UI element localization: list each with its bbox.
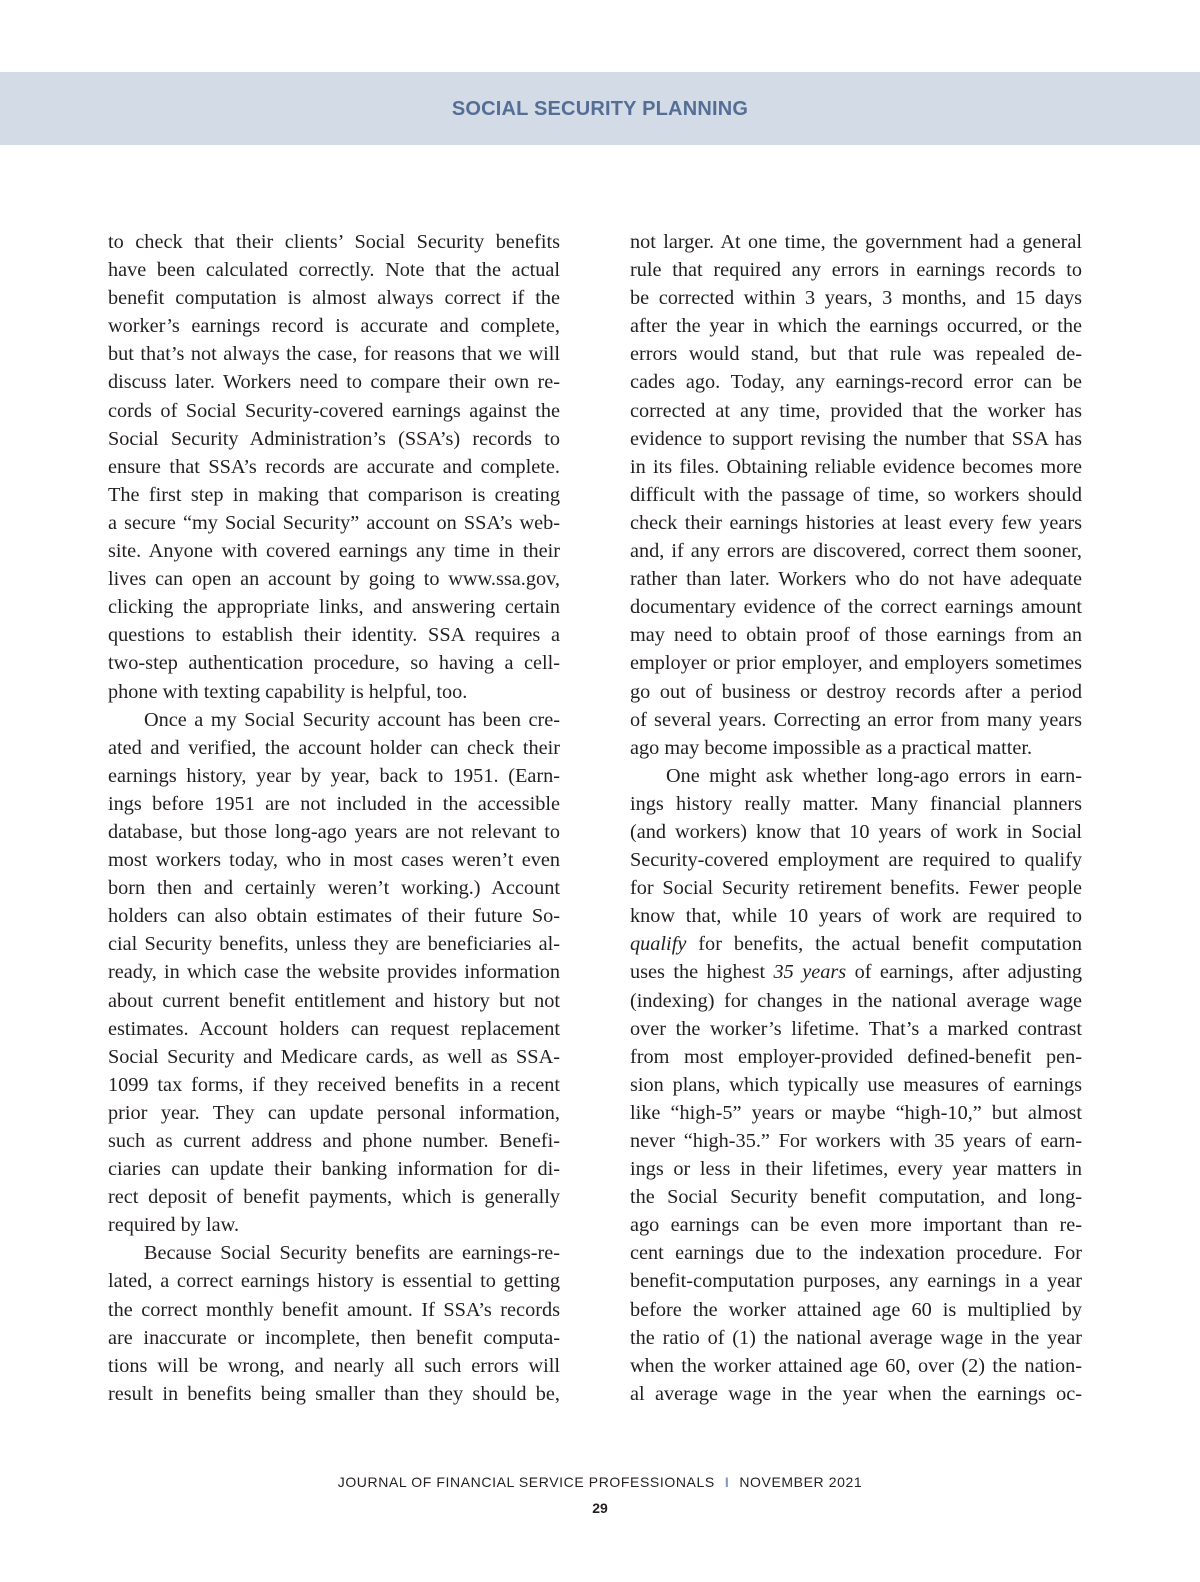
text-line: such as current address and phone number. Benefi-: [108, 1130, 560, 1152]
article-column-right: [630, 228, 1082, 1408]
text-line: the Social Security benefit computation, and long-: [630, 1186, 1082, 1209]
text-line: cent earnings due to the indexation procedure. For: [630, 1242, 1082, 1265]
text-line: Social Security Administration’s (SSA’s) records to: [108, 427, 560, 450]
text-line: questions to establish their identity. SSA requires a: [108, 624, 560, 647]
text-line: Security-covered employment are required to qualify: [630, 849, 1082, 872]
text-line: over the worker’s lifetime. That’s a marked contrast: [630, 1017, 1082, 1040]
text-line: to check that their clients’ Social Security benefits: [108, 231, 560, 253]
text-line: may need to obtain proof of those earnings from an: [630, 624, 1082, 647]
text-line: corrected at any time, provided that the worker has: [630, 399, 1082, 422]
text-line: database, but those long-ago years are not relevant to: [108, 820, 560, 843]
text-line: are inaccurate or incomplete, then benefit computa-: [108, 1326, 560, 1349]
text-line: after the year in which the earnings occurred, or the: [630, 315, 1082, 338]
running-footer: [0, 1474, 1200, 1490]
text-line: not larger. At one time, the government had a general: [630, 231, 1082, 253]
text-line: the ratio of (1) the national average wage in the year: [630, 1326, 1082, 1349]
header-band: [0, 72, 1200, 145]
text-line: documentary evidence of the correct earnings amount: [630, 596, 1082, 619]
text-line: discuss later. Workers need to compare their own re-: [108, 371, 560, 394]
text-line: sion plans, which typically use measures of earnings: [630, 1073, 1082, 1096]
italic-text: qualify: [630, 933, 687, 956]
text-line: ings before 1951 are not included in the accessible: [108, 792, 560, 815]
text-line: lives can open an account by going to www.ssa.gov,: [108, 568, 560, 591]
text-line: ated and verified, the account holder can check their: [108, 736, 560, 759]
text-line: earnings history, year by year, back to 1951. (Earn-: [108, 764, 560, 787]
text-line: Because Social Security benefits are earnings-re-: [144, 1242, 560, 1265]
text-line: al average wage in the year when the earnings oc-: [630, 1382, 1082, 1405]
text-line: cades ago. Today, any earnings-record error can be: [630, 371, 1082, 394]
text-segment: for benefits, the actual benefit computation: [686, 933, 1082, 956]
text-line: [630, 958, 1082, 986]
journal-name: JOURNAL OF FINANCIAL SERVICE PROFESSIONALS: [337, 1474, 715, 1490]
text-line: rule that required any errors in earnings records to: [630, 259, 1082, 282]
text-line: of several years. Correcting an error from many years: [630, 708, 1082, 731]
text-line: employer or prior employer, and employers sometimes: [630, 652, 1082, 675]
text-line: be corrected within 3 years, 3 months, and 15 days: [630, 287, 1082, 310]
text-line: benefit computation is almost always correct if the: [108, 287, 560, 310]
text-line: from most employer-provided defined-benefit pen-: [630, 1045, 1082, 1068]
text-line: cial Security benefits, unless they are beneficiaries al-: [108, 933, 560, 956]
text-line: tions will be wrong, and nearly all such errors will: [108, 1354, 560, 1377]
text-line: ings or less in their lifetimes, every year matters in: [630, 1158, 1082, 1181]
text-line: difficult with the passage of time, so workers should: [630, 483, 1082, 506]
text-line: cords of Social Security-covered earnings against the: [108, 399, 560, 422]
text-line: have been calculated correctly. Note that the actual: [108, 259, 560, 282]
text-line: and, if any errors are discovered, correct them sooner,: [630, 540, 1082, 563]
text-line: most workers today, who in most cases weren’t even: [108, 849, 560, 872]
section-title: SOCIAL SECURITY PLANNING: [451, 98, 749, 120]
text-line: One might ask whether long-ago errors in earn-: [666, 764, 1082, 787]
text-line: before the worker attained age 60 is multiplied by: [630, 1298, 1082, 1321]
text-line: for Social Security retirement benefits. Fewer people: [630, 877, 1082, 900]
text-line: (and workers) know that 10 years of work in Social: [630, 820, 1082, 843]
text-line: phone with texting capability is helpful, too.: [108, 680, 468, 703]
text-line: estimates. Account holders can request replacement: [108, 1017, 560, 1040]
text-line: the correct monthly benefit amount. If SSA’s records: [108, 1298, 560, 1321]
text-line: lated, a correct earnings history is essential to getting: [108, 1270, 560, 1293]
text-line: ago earnings can be even more important than re-: [630, 1214, 1082, 1237]
text-line: born then and certainly weren’t working.) Account: [108, 877, 560, 900]
text-line: when the worker attained age 60, over (2) the nation-: [630, 1354, 1082, 1377]
text-line: prior year. They can update personal information,: [108, 1101, 560, 1124]
text-line: in its files. Obtaining reliable evidence becomes more: [630, 455, 1082, 478]
text-line: worker’s earnings record is accurate and complete,: [108, 315, 560, 338]
text-line: required by law.: [108, 1214, 240, 1237]
text-line: [630, 930, 1082, 958]
text-line: holders can also obtain estimates of their future So-: [108, 905, 560, 928]
text-line: never “high-35.” For workers with 35 years of earn-: [630, 1130, 1082, 1152]
italic-text: 35 years: [773, 961, 847, 984]
text-line: clicking the appropriate links, and answering certain: [108, 596, 560, 619]
text-line: evidence to support revising the number that SSA has: [630, 427, 1082, 450]
page-number: 29: [592, 1500, 608, 1516]
text-line: ago may become impossible as a practical matter.: [630, 736, 1033, 759]
text-line: Once a my Social Security account has been cre-: [144, 708, 560, 731]
text-line: site. Anyone with covered earnings any time in their: [108, 540, 560, 563]
text-segment: of earnings, after adjusting: [846, 961, 1082, 984]
text-line: ings history really matter. Many financial planners: [630, 792, 1082, 815]
text-line: go out of business or destroy records after a period: [630, 680, 1082, 703]
text-line: like “high-5” years or maybe “high-10,” but almost: [630, 1101, 1082, 1124]
text-line: (indexing) for changes in the national average wage: [630, 989, 1082, 1012]
text-line: benefit-computation purposes, any earnings in a year: [630, 1270, 1082, 1293]
article-column-left: [108, 228, 560, 1408]
text-line: ensure that SSA’s records are accurate and complete.: [108, 455, 560, 478]
text-line: rather than later. Workers who do not have adequate: [630, 568, 1082, 591]
text-line: rect deposit of benefit payments, which is generally: [108, 1186, 560, 1209]
footer-separator: I: [724, 1474, 730, 1490]
text-line: Social Security and Medicare cards, as well as SSA-: [108, 1045, 560, 1068]
text-line: check their earnings histories at least every few years: [630, 511, 1082, 534]
text-line: The first step in making that comparison is creating: [108, 483, 560, 506]
text-line: 1099 tax forms, if they received benefits in a recent: [108, 1073, 560, 1096]
text-line: errors would stand, but that rule was repealed de-: [630, 343, 1082, 366]
text-line: about current benefit entitlement and history but not: [108, 989, 560, 1012]
issue-date: NOVEMBER 2021: [739, 1474, 863, 1490]
text-line: result in benefits being smaller than they should be,: [108, 1382, 560, 1405]
text-line: two-step authentication procedure, so having a cell-: [108, 652, 560, 675]
text-line: but that’s not always the case, for reasons that we will: [108, 343, 560, 366]
text-line: ciaries can update their banking information for di-: [108, 1158, 560, 1181]
text-line: know that, while 10 years of work are required to: [630, 905, 1082, 928]
text-segment: uses the highest: [630, 961, 774, 984]
text-line: ready, in which case the website provides information: [108, 961, 560, 984]
text-line: a secure “my Social Security” account on SSA’s web-: [108, 511, 560, 534]
